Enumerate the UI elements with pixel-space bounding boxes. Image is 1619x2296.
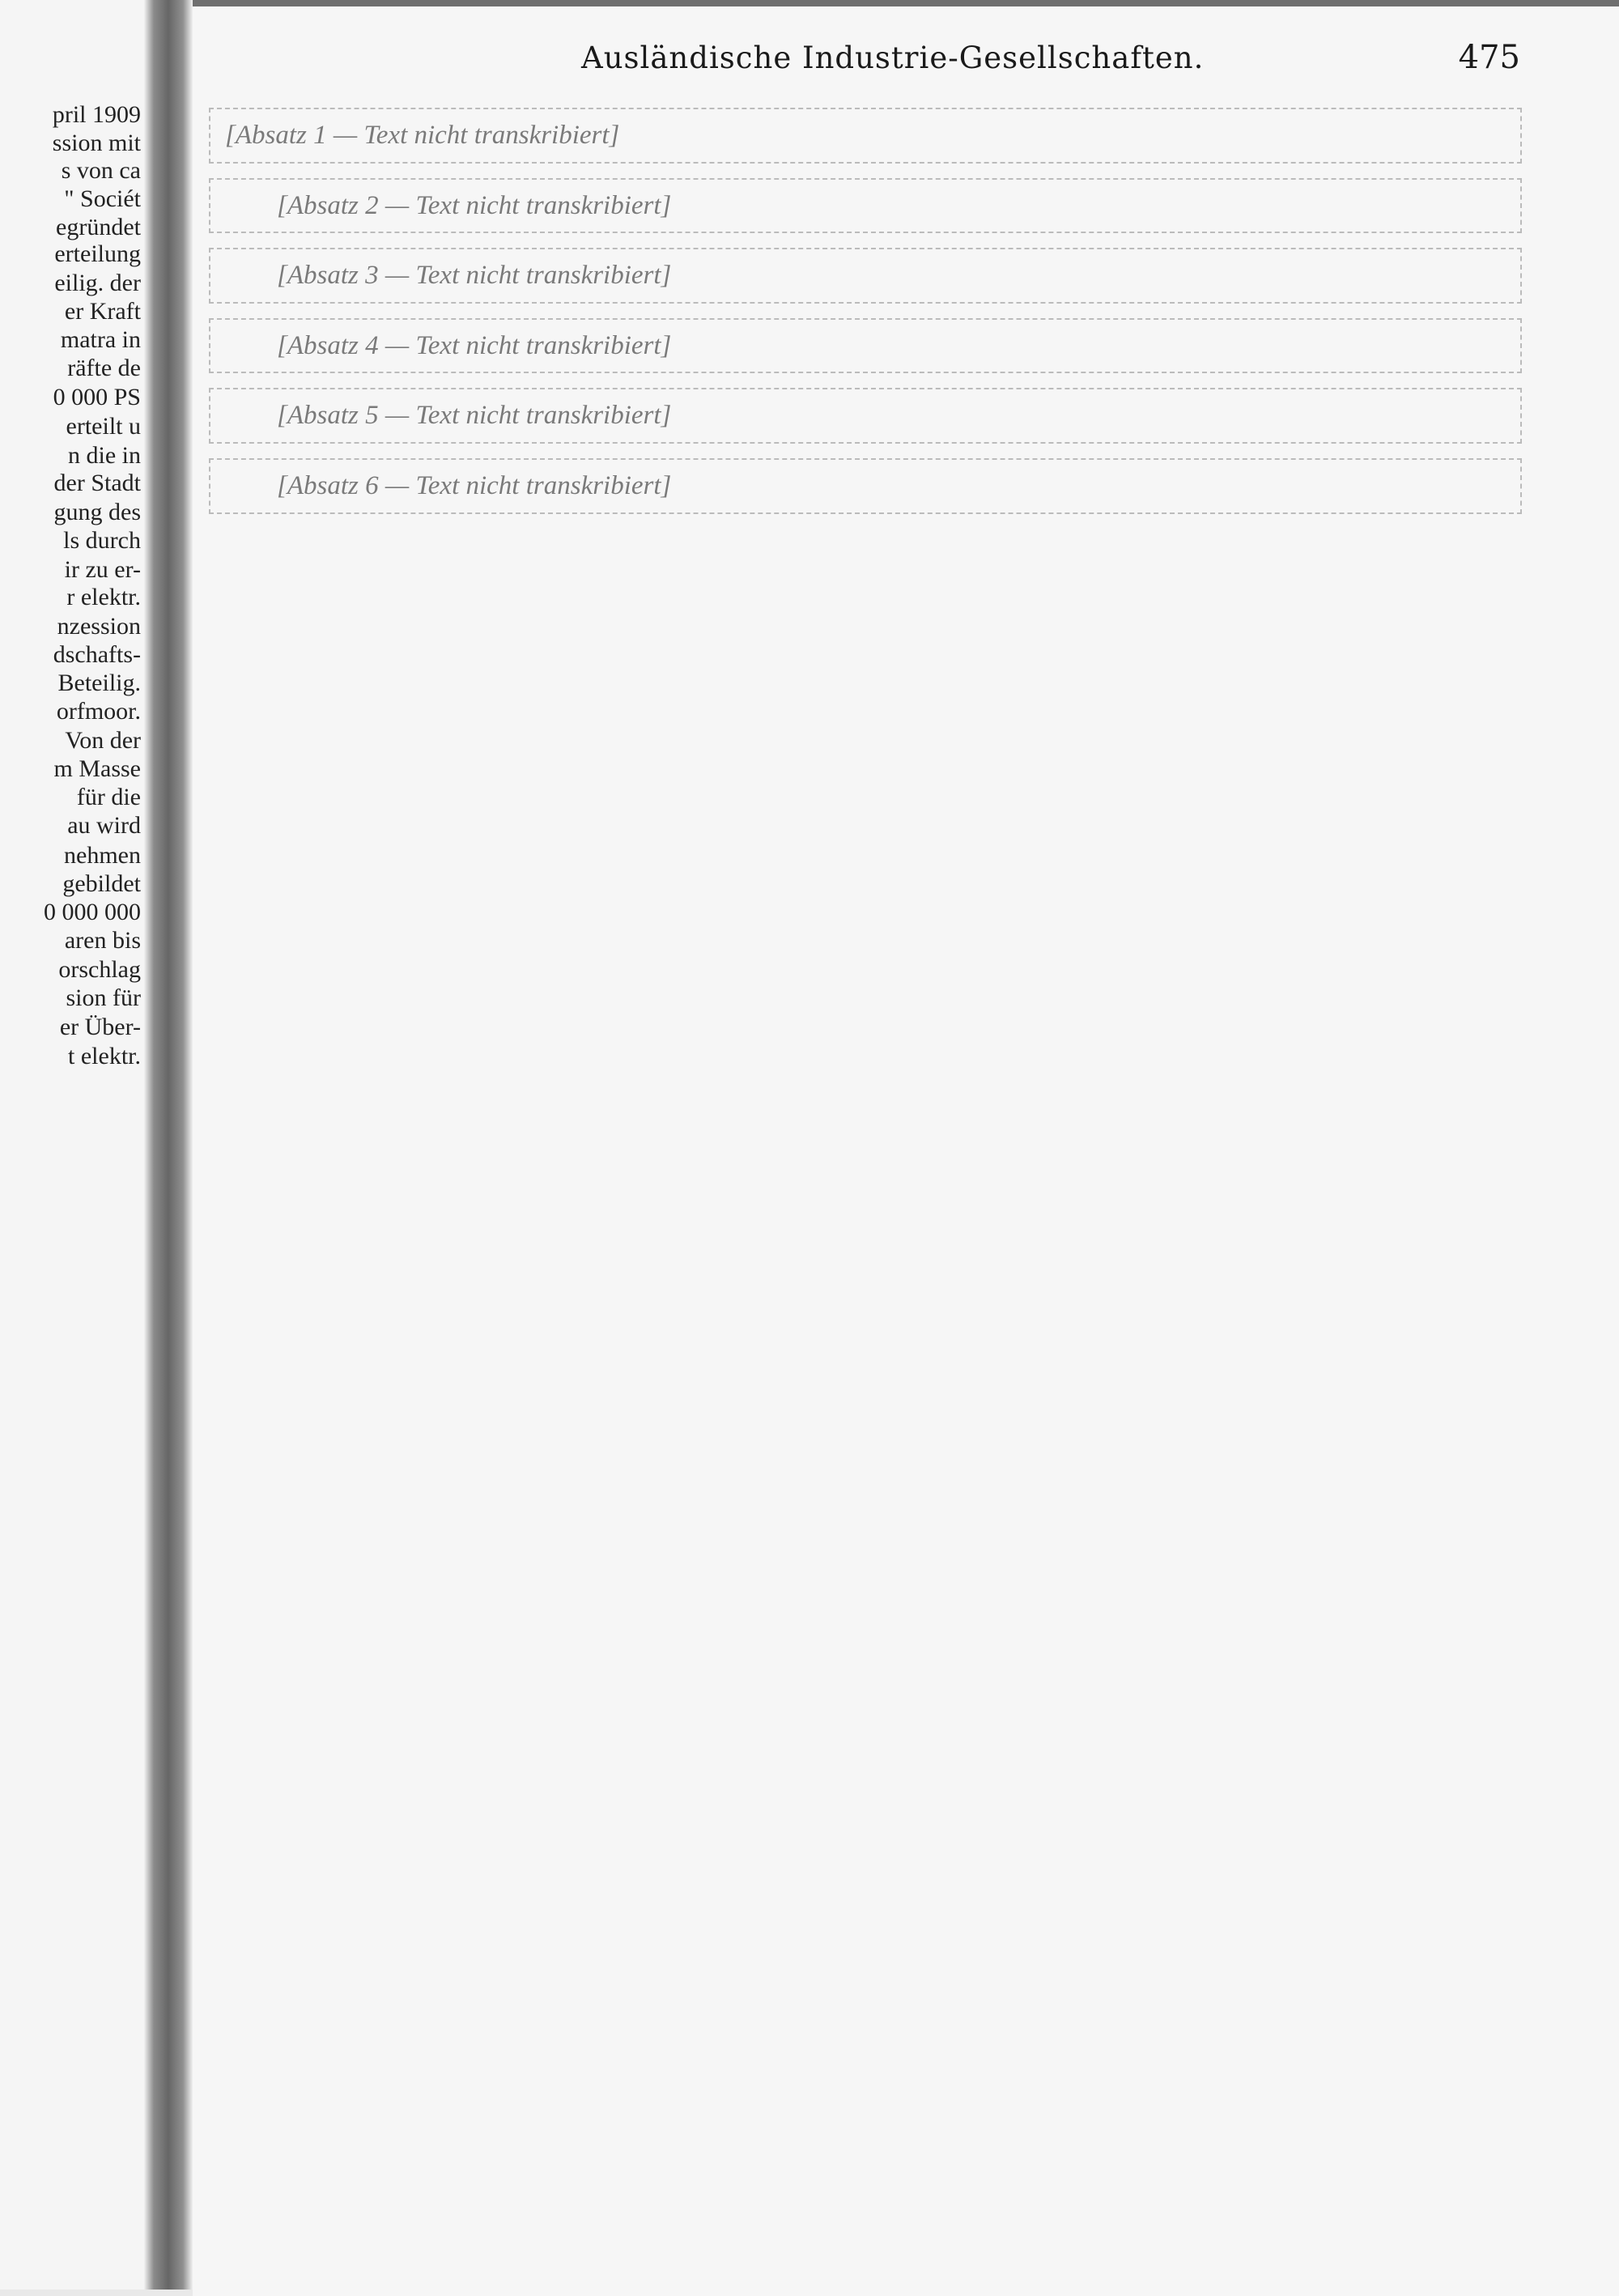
page-number: 475 (1458, 39, 1520, 76)
previous-page-fragment: ssion mit (52, 130, 141, 156)
previous-page-fragment: gebildet (62, 870, 141, 897)
previous-page-fragment: Beteilig. (57, 670, 141, 696)
previous-page-fragment: gung des (53, 499, 141, 525)
previous-page-fragment: erteilt u (66, 413, 141, 440)
previous-page-fragment: dschafts- (53, 641, 141, 668)
previous-page-fragment: er Über- (59, 1014, 141, 1040)
previous-page-fragment: 0 000 PS (53, 384, 141, 410)
previous-page-fragment: r elektr. (66, 584, 141, 610)
previous-page-fragment: nehmen (64, 842, 141, 869)
previous-page-fragment: n die in (68, 442, 141, 469)
previous-page-fragment: " Sociét (64, 185, 141, 212)
paragraph: [Absatz 5 — Text nicht transkribiert] (209, 388, 1522, 444)
previous-page-edge (0, 0, 144, 2290)
previous-page-fragment: pril 1909 (52, 101, 141, 128)
previous-page-fragment: für die (76, 784, 141, 810)
paragraph: [Absatz 6 — Text nicht transkribiert] (209, 458, 1522, 514)
paragraph: [Absatz 3 — Text nicht transkribiert] (209, 248, 1522, 304)
previous-page-fragment: Von der (65, 727, 141, 754)
previous-page-fragment: erteilung (54, 240, 141, 267)
previous-page-fragment: m Masse (53, 755, 141, 782)
previous-page-fragment: der Stadt (53, 470, 141, 496)
book-gutter (144, 0, 193, 2290)
previous-page-fragment: ir zu er- (64, 556, 141, 583)
previous-page-fragment: nzession (57, 613, 141, 640)
previous-page-fragment: matra in (60, 326, 141, 353)
previous-page-fragment: er Kraft (64, 298, 141, 325)
previous-page-fragment: orfmoor. (56, 698, 141, 725)
paragraph: [Absatz 2 — Text nicht transkribiert] (209, 178, 1522, 234)
previous-page-fragment: eilig. der (54, 270, 141, 296)
previous-page-fragment: t elektr. (68, 1043, 141, 1069)
paragraph: [Absatz 1 — Text nicht transkribiert] (209, 108, 1522, 164)
running-head: Ausländische Industrie-Gesellschaften. (581, 40, 1205, 75)
previous-page-fragment: au wird (67, 812, 141, 839)
previous-page-fragment: s von ca (61, 157, 141, 184)
previous-page-fragment: aren bis (64, 927, 141, 954)
previous-page-fragment: orschlag (58, 956, 141, 983)
paragraph: [Absatz 4 — Text nicht transkribiert] (209, 318, 1522, 374)
page (193, 0, 1619, 2296)
previous-page-fragment: ls durch (63, 527, 141, 554)
previous-page-fragment: egründet (56, 214, 141, 240)
previous-page-fragment: räfte de (67, 355, 141, 381)
previous-page-fragment: sion für (66, 984, 141, 1011)
previous-page-fragment: 0 000 000 (44, 899, 141, 925)
body-text (209, 108, 1522, 529)
